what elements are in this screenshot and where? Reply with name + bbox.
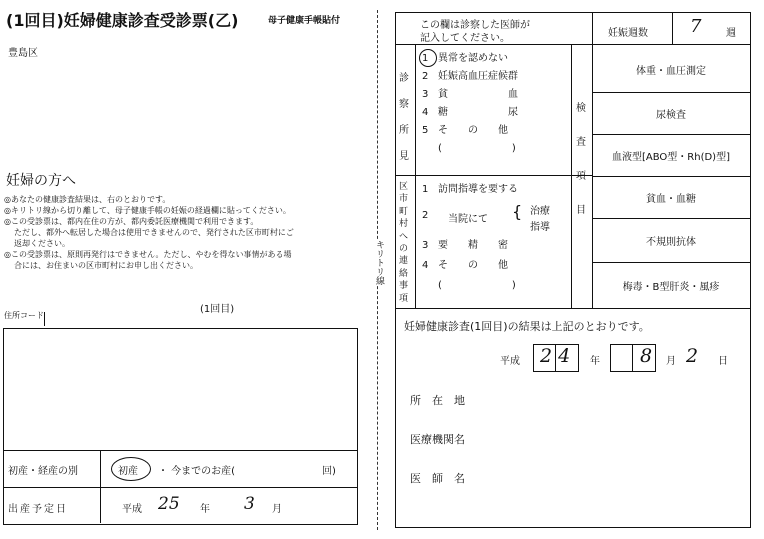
list-item: 4 糖 尿 bbox=[422, 107, 518, 118]
test-item: 血液型[ABO型・Rh(D)型] bbox=[612, 152, 730, 163]
birth-history-label: 初産・経産の別 bbox=[8, 466, 78, 477]
note-line: 合には、お住まいの区市町村にお申し出ください。 bbox=[14, 261, 198, 270]
header-note-1: この欄は診察した医師が bbox=[420, 20, 530, 31]
test-item: 貧血・血糖 bbox=[646, 194, 696, 205]
note-line: ◎この受診票は、原則再発行はできません。ただし、やむを得ない事情がある場 bbox=[4, 250, 292, 259]
date-year: 24 bbox=[540, 345, 577, 367]
list-item: 4 そ の 他 bbox=[422, 260, 508, 271]
due-date-label: 出産予定日 bbox=[8, 504, 68, 515]
due-year: 25 bbox=[158, 494, 180, 514]
due-era: 平成 bbox=[122, 504, 142, 515]
doctor-label: 医 師 名 bbox=[410, 472, 465, 485]
list-item: 2 妊娠高血圧症候群 bbox=[422, 71, 518, 82]
note-line: ◎キリトリ線から切り離して、母子健康手帳の妊娠の経過欄に貼ってください。 bbox=[4, 206, 291, 215]
weeks-label: 妊娠週数 bbox=[608, 28, 648, 39]
date-month-unit: 月 bbox=[666, 356, 676, 367]
note-line: 返却ください。 bbox=[14, 239, 70, 248]
cut-line-label: キリトリ線 bbox=[370, 240, 384, 285]
list-item: 5 そ の 他 bbox=[422, 125, 508, 136]
result-statement: 妊婦健康診査(1回目)の結果は上記のとおりです。 bbox=[404, 320, 650, 333]
due-month-unit: 月 bbox=[272, 504, 282, 515]
prior-births: ・ 今までのお産( bbox=[158, 466, 236, 477]
date-day: 2 bbox=[686, 345, 699, 367]
address-code-label: 住所コード bbox=[4, 311, 44, 320]
prior-births-unit: 回) bbox=[322, 466, 336, 477]
note-line: ただし、都外へ転居した場合は使用できませんので、発行された区市町村にご bbox=[14, 228, 294, 237]
contact-list bbox=[422, 180, 568, 294]
test-item: 不規則抗体 bbox=[646, 237, 696, 248]
visit-label: (1回目) bbox=[200, 304, 235, 315]
form-title-suffix: 母子健康手帳貼付 bbox=[268, 16, 341, 26]
test-item: 梅毒・B型肝炎・風疹 bbox=[622, 282, 720, 293]
list-item: 3 貧 血 bbox=[422, 89, 518, 100]
weeks-value: 7 bbox=[690, 16, 702, 37]
note-line: ◎この受診票は、都内在住の方が、都内委託医療機関で利用できます。 bbox=[4, 217, 259, 226]
findings-list bbox=[422, 50, 568, 158]
date-month: 8 bbox=[640, 345, 653, 367]
weeks-unit: 週 bbox=[726, 28, 736, 39]
list-item: 2 当院にて { 治療 指導 bbox=[422, 202, 550, 233]
notes bbox=[4, 194, 360, 271]
list-item: 3 要 精 密 bbox=[422, 240, 508, 251]
list-item: ( ) bbox=[438, 280, 516, 291]
list-item: ( ) bbox=[438, 143, 516, 154]
patient-info-box bbox=[3, 328, 358, 525]
findings-label: 診 察 所 見 bbox=[399, 73, 409, 162]
location-label: 所 在 地 bbox=[410, 394, 465, 407]
due-year-unit: 年 bbox=[200, 504, 210, 515]
birth-history-value: 初産 bbox=[118, 466, 138, 477]
note-line: ◎あなたの健康診査結果は、右のとおりです。 bbox=[4, 195, 171, 204]
date-day-unit: 日 bbox=[718, 356, 728, 367]
selected-circle bbox=[419, 49, 437, 67]
date-era: 平成 bbox=[500, 356, 520, 367]
list-item: 1 訪問指導を要する bbox=[422, 184, 518, 195]
institution-label: 医療機関名 bbox=[410, 433, 465, 446]
to-heading: 妊婦の方へ bbox=[6, 173, 76, 189]
contact-label: 区 市 町 村 へ の 連 絡 事 項 bbox=[399, 182, 409, 304]
tests-label: 検 査 項 目 bbox=[576, 103, 586, 216]
header-note-2: 記入してください。 bbox=[420, 33, 510, 44]
form-title: (1回目)妊婦健康診査受診票(乙) bbox=[6, 11, 239, 30]
due-month: 3 bbox=[244, 494, 255, 514]
date-year-unit: 年 bbox=[590, 356, 600, 367]
test-item: 尿検査 bbox=[656, 110, 686, 121]
test-item: 体重・血圧測定 bbox=[636, 66, 706, 77]
ward-name: 豊島区 bbox=[8, 48, 38, 59]
list-item: 1 異常を認めない bbox=[422, 53, 508, 64]
